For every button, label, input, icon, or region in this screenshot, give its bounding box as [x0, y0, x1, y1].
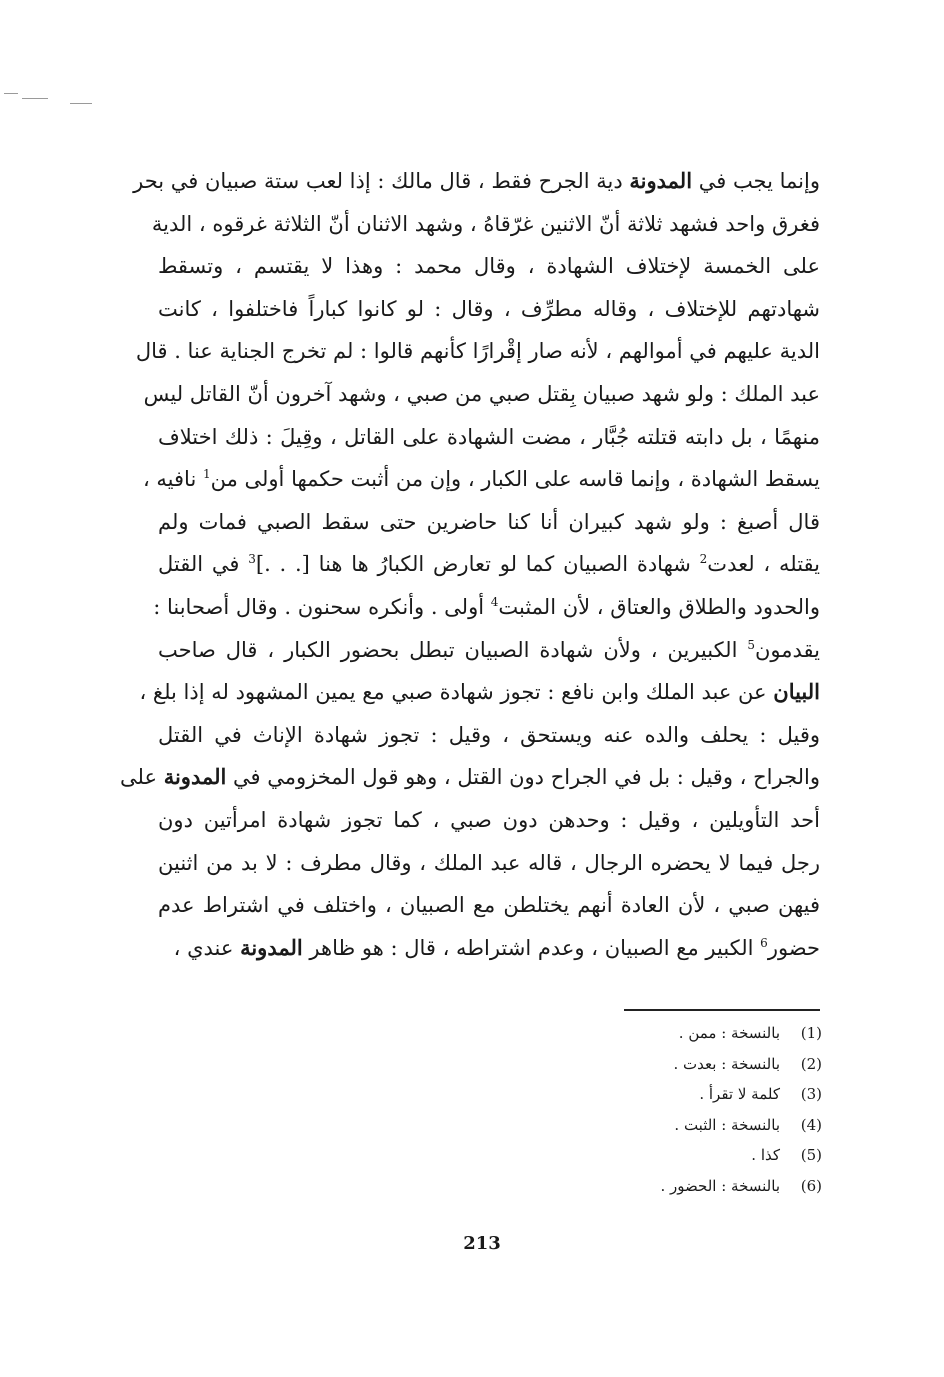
scan-mark	[4, 93, 18, 94]
text-line: فغرق واحد فشهد ثلاثة أنّ الاثنين غرّقاهُ ، وشهد الاثنان أنّ الثلاثة غرقوه ، الدية	[151, 211, 820, 236]
text-line: على الخمسة لإختلاف الشهادة ، وقال محمد : وهذا لا يقتسم ، وتسقط	[158, 254, 820, 279]
footnote	[560, 1171, 822, 1202]
text-line: والحدود والطلاق والعتاق ، لأن المثبت$^4$ أولى . وأنكره سحنون . وقال أصحابنا :	[153, 594, 820, 619]
text-line: قال أصبغ : ولو شهد كبيران أنا كنا حاضرين حتى سقط الصبي فمات ولم	[158, 509, 820, 534]
footnote-number: (3)	[800, 1085, 822, 1103]
footnote-text: بالنسخة : الثبت .	[674, 1115, 780, 1134]
footnote	[560, 1140, 822, 1171]
footnote-number: (1)	[800, 1024, 822, 1042]
text-line: وإنما يجب في المدونة دية الجرح فقط ، قال مالك : إذا لعب ستة صبيان في بحر	[133, 168, 820, 193]
body-text	[120, 160, 820, 969]
text-line: رجل فيما لا يحضره الرجال ، قاله عبد الملك ، وقال مطرف : لا بد من اثنين	[158, 850, 820, 875]
footnote	[560, 1110, 822, 1141]
text-line: أحد التأويلين ، وقيل : وحدهن دون صبي ، كما تجوز شهادة امرأتين دون	[158, 807, 820, 832]
text-line: منهمًا ، بل دابته قتلته جُبَّار ، مضت الشهادة على القاتل ، وقِيلَ : ذلك اختلاف	[158, 424, 820, 449]
footnote-text: كلمة لا تقرأ .	[699, 1085, 780, 1103]
footnote-text: بالنسخة : الحضور .	[660, 1176, 780, 1195]
footnote-number: (2)	[800, 1054, 822, 1073]
footnote-text: بالنسخة : ممن .	[678, 1024, 780, 1042]
footnotes	[560, 1018, 822, 1201]
footnote	[560, 1018, 822, 1049]
text-line: شهادتهم للإختلاف ، وقاله مطرِّف ، وقال : لو كانوا كباراً فاختلفوا ، كانت	[158, 296, 820, 321]
text-line: فيهن صبي ، لأن العادة أنهم يختلطن مع الصبيان ، واختلف في اشتراط عدم	[158, 893, 820, 918]
scan-mark	[22, 98, 48, 99]
text-line: والجراح ، وقيل : بل في الجراح دون القتل ، وهو قول المخزومي في المدونة على	[120, 764, 820, 790]
footnote-text: بالنسخة : بعدت .	[673, 1054, 780, 1073]
text-line: يقتله ، لعدت$^2$ شهادة الصبيان كما لو تعارض الكبارُ ها هنا [. . .]$^3$ في القتل	[158, 552, 820, 577]
footnote-number: (4)	[800, 1115, 822, 1134]
footnote-number: (6)	[800, 1176, 822, 1195]
page-number: 213	[463, 1233, 501, 1254]
text-line: عبد الملك : ولو شهد صبيان بِقتل صبي من صبي ، وشهد آخرون أنّ القاتل ليس	[143, 381, 820, 406]
footnote	[560, 1049, 822, 1080]
text-line: الدية عليهم في أموالهم ، لأنه صار إقْرارًا كأنهم قالوا : لم تخرج الجناية عنا . قال	[135, 339, 820, 364]
text-line: البيان عن عبد الملك وابن نافع : تجوز شهادة صبي مع يمين المشهود له إذا بلغ ،	[139, 679, 820, 705]
scan-mark	[70, 103, 92, 104]
footnote	[560, 1079, 822, 1110]
text-line: يسقط الشهادة ، وإنما قاسه على الكبار ، وإن من أثبت حكمها أولى من$^1$ نافيه ،	[142, 467, 820, 492]
text-line: يقدمون$^5$ الكبيرين ، ولأن شهادة الصبيان تبطل بحضور الكبار ، قال صاحب	[158, 637, 820, 662]
footnote-text: كذا .	[751, 1146, 780, 1164]
footnote-number: (5)	[800, 1146, 822, 1164]
text-line: وقيل : يحلف والده عنه ويستحق ، وقيل : تجوز شهادة الإناث في القتل	[158, 722, 820, 747]
text-line: حضور$^6$ الكبير مع الصبيان ، وعدم اشتراطه ، قال : هو ظاهر المدونة عندي ،	[173, 934, 820, 960]
footnote-divider	[624, 1009, 820, 1011]
